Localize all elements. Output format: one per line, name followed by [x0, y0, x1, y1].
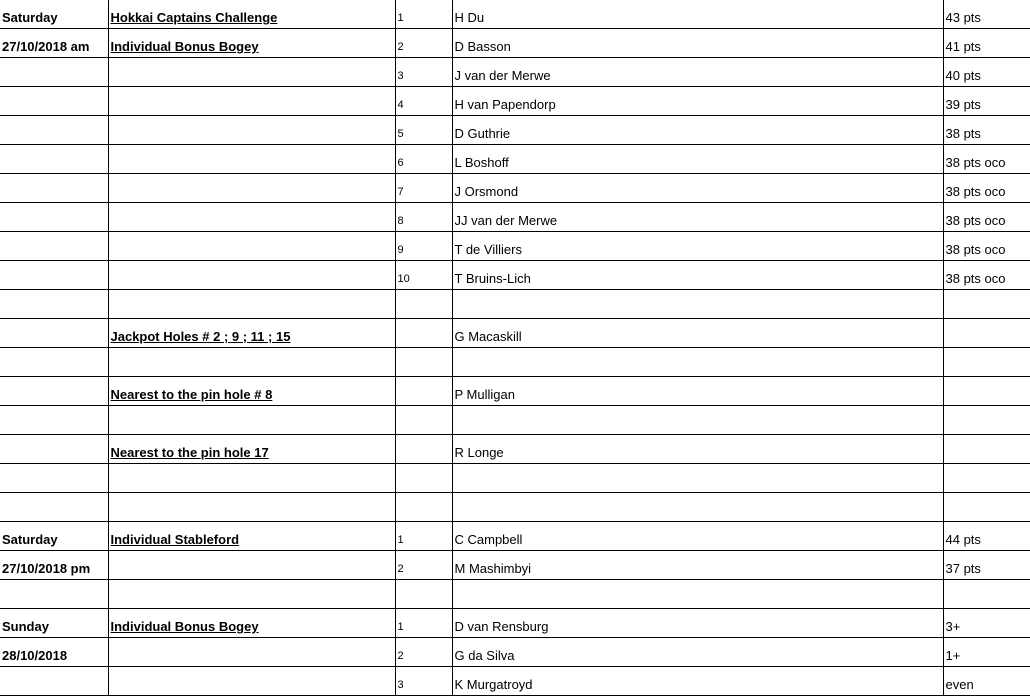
day-date-cell [0, 87, 108, 116]
table-row [0, 406, 1030, 435]
player-cell: J Orsmond [452, 174, 943, 203]
competition-cell: Nearest to the pin hole # 8 [108, 377, 395, 406]
position-cell: 3 [395, 58, 452, 87]
competition-cell: Hokkai Captains Challenge [108, 0, 395, 29]
score-cell: 1+ [943, 638, 1030, 667]
score-cell: 38 pts oco [943, 174, 1030, 203]
table-row [0, 493, 1030, 522]
player-cell: L Boshoff [452, 145, 943, 174]
score-cell [943, 435, 1030, 464]
day-date-cell [0, 319, 108, 348]
competition-cell [108, 232, 395, 261]
position-cell: 2 [395, 29, 452, 58]
competition-cell [108, 580, 395, 609]
player-cell [452, 493, 943, 522]
competition-cell [108, 87, 395, 116]
day-date-cell [0, 116, 108, 145]
score-cell: even [943, 667, 1030, 696]
player-cell: T Bruins-Lich [452, 261, 943, 290]
position-cell [395, 493, 452, 522]
day-date-cell [0, 435, 108, 464]
position-cell: 4 [395, 87, 452, 116]
player-cell: H van Papendorp [452, 87, 943, 116]
player-cell: J van der Merwe [452, 58, 943, 87]
day-date-cell: 28/10/2018 [0, 638, 108, 667]
player-cell: G da Silva [452, 638, 943, 667]
player-cell: D Guthrie [452, 116, 943, 145]
score-cell: 41 pts [943, 29, 1030, 58]
competition-cell: Individual Bonus Bogey [108, 29, 395, 58]
competition-cell [108, 406, 395, 435]
competition-cell: Jackpot Holes # 2 ; 9 ; 11 ; 15 [108, 319, 395, 348]
table-row [0, 435, 1030, 464]
table-row [0, 609, 1030, 638]
player-cell: D van Rensburg [452, 609, 943, 638]
competition-cell: Nearest to the pin hole 17 [108, 435, 395, 464]
table-row [0, 580, 1030, 609]
score-cell: 37 pts [943, 551, 1030, 580]
table-row [0, 174, 1030, 203]
competition-cell [108, 261, 395, 290]
competition-cell: Individual Bonus Bogey [108, 609, 395, 638]
score-cell [943, 290, 1030, 319]
day-date-cell [0, 580, 108, 609]
table-row [0, 116, 1030, 145]
competition-cell [108, 203, 395, 232]
score-cell [943, 319, 1030, 348]
table-row [0, 667, 1030, 696]
player-cell [452, 348, 943, 377]
day-date-cell [0, 261, 108, 290]
score-cell: 40 pts [943, 58, 1030, 87]
day-date-cell [0, 377, 108, 406]
table-row [0, 464, 1030, 493]
position-cell: 3 [395, 667, 452, 696]
position-cell: 5 [395, 116, 452, 145]
score-cell [943, 377, 1030, 406]
day-date-cell [0, 406, 108, 435]
position-cell: 1 [395, 609, 452, 638]
player-cell: T de Villiers [452, 232, 943, 261]
position-cell [395, 580, 452, 609]
position-cell: 1 [395, 0, 452, 29]
day-date-cell: 27/10/2018 pm [0, 551, 108, 580]
day-date-cell [0, 174, 108, 203]
table-row [0, 87, 1030, 116]
position-cell [395, 406, 452, 435]
table-row [0, 377, 1030, 406]
competition-cell [108, 667, 395, 696]
table-row [0, 29, 1030, 58]
competition-cell [108, 174, 395, 203]
table-row [0, 261, 1030, 290]
position-cell: 10 [395, 261, 452, 290]
table-row [0, 551, 1030, 580]
score-cell: 38 pts oco [943, 261, 1030, 290]
table-row [0, 290, 1030, 319]
score-cell: 3+ [943, 609, 1030, 638]
score-cell [943, 493, 1030, 522]
competition-cell [108, 551, 395, 580]
score-cell: 38 pts oco [943, 232, 1030, 261]
table-row [0, 145, 1030, 174]
day-date-cell [0, 203, 108, 232]
player-cell: G Macaskill [452, 319, 943, 348]
competition-cell [108, 464, 395, 493]
table-row [0, 638, 1030, 667]
score-cell: 38 pts oco [943, 203, 1030, 232]
player-cell: M Mashimbyi [452, 551, 943, 580]
competition-cell: Individual Stableford [108, 522, 395, 551]
player-cell: D Basson [452, 29, 943, 58]
position-cell: 1 [395, 522, 452, 551]
day-date-cell [0, 145, 108, 174]
position-cell: 6 [395, 145, 452, 174]
score-cell [943, 580, 1030, 609]
player-cell: R Longe [452, 435, 943, 464]
position-cell [395, 290, 452, 319]
player-cell: P Mulligan [452, 377, 943, 406]
position-cell [395, 377, 452, 406]
day-date-cell [0, 232, 108, 261]
day-date-cell [0, 290, 108, 319]
player-cell [452, 580, 943, 609]
table-row [0, 348, 1030, 377]
score-cell: 39 pts [943, 87, 1030, 116]
table-row [0, 0, 1030, 29]
day-date-cell [0, 667, 108, 696]
day-date-cell: Saturday [0, 522, 108, 551]
competition-cell [108, 58, 395, 87]
day-date-cell [0, 58, 108, 87]
competition-cell [108, 116, 395, 145]
position-cell: 2 [395, 638, 452, 667]
player-cell [452, 406, 943, 435]
day-date-cell: Sunday [0, 609, 108, 638]
position-cell: 7 [395, 174, 452, 203]
position-cell: 9 [395, 232, 452, 261]
score-cell: 43 pts [943, 0, 1030, 29]
table-row [0, 522, 1030, 551]
day-date-cell [0, 493, 108, 522]
table-row [0, 232, 1030, 261]
score-cell [943, 348, 1030, 377]
position-cell: 8 [395, 203, 452, 232]
position-cell [395, 435, 452, 464]
score-cell: 38 pts [943, 116, 1030, 145]
player-cell: H Du [452, 0, 943, 29]
competition-cell [108, 290, 395, 319]
position-cell [395, 319, 452, 348]
competition-cell [108, 145, 395, 174]
competition-cell [108, 638, 395, 667]
player-cell: JJ van der Merwe [452, 203, 943, 232]
day-date-cell: Saturday [0, 0, 108, 29]
player-cell: C Campbell [452, 522, 943, 551]
score-cell [943, 464, 1030, 493]
day-date-cell: 27/10/2018 am [0, 29, 108, 58]
player-cell: K Murgatroyd [452, 667, 943, 696]
score-cell: 44 pts [943, 522, 1030, 551]
position-cell: 2 [395, 551, 452, 580]
day-date-cell [0, 464, 108, 493]
table-row [0, 58, 1030, 87]
day-date-cell [0, 348, 108, 377]
table-row [0, 203, 1030, 232]
position-cell [395, 348, 452, 377]
table-row [0, 319, 1030, 348]
position-cell [395, 464, 452, 493]
competition-cell [108, 348, 395, 377]
player-cell [452, 464, 943, 493]
score-cell [943, 406, 1030, 435]
player-cell [452, 290, 943, 319]
competition-cell [108, 493, 395, 522]
score-cell: 38 pts oco [943, 145, 1030, 174]
